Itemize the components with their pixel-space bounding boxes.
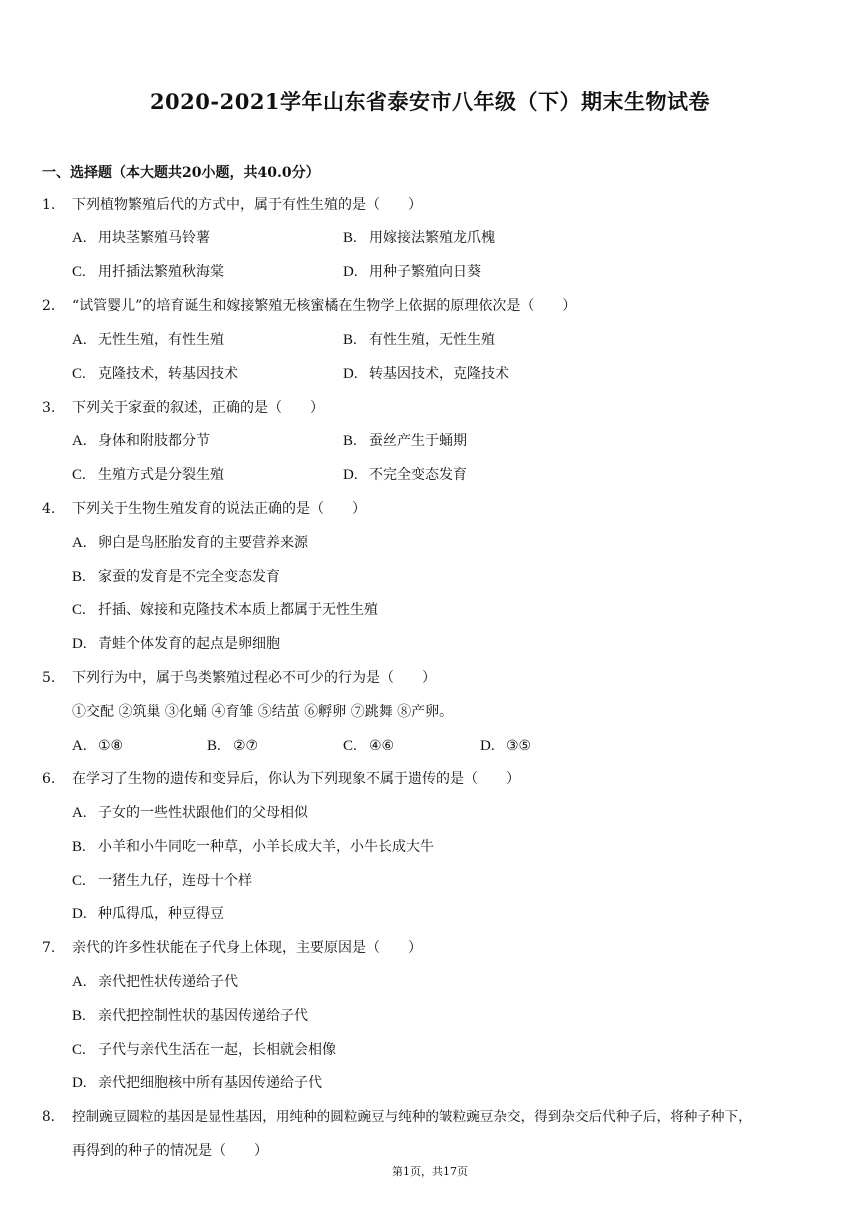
question-5 [42,668,436,688]
option-a: A. 身体和附肢都分节 [72,433,210,449]
option-a: A. 无性生殖，有性生殖 [72,332,224,348]
question-8 [42,1107,832,1127]
question-2 [42,296,576,316]
page-footer: 第1页，共17页 [392,1165,468,1178]
question-stem: 下列关于生物生殖发育的说法正确的是（ ） [72,501,366,517]
option-a: A. 子女的一些性状跟他们的父母相似 [72,805,308,821]
option-b: B. 家蚕的发育是不完全变态发育 [72,569,280,585]
option-a: A. ①⑧ [72,738,124,754]
question-stem: “试管婴儿”的培育诞生和嫁接繁殖无核蜜橘在生物学上依据的原理依次是（ ） [72,298,577,314]
option-b: B. 有性生殖，无性生殖 [343,332,495,348]
option-d: D. 转基因技术，克隆技术 [343,366,509,382]
question-7 [42,938,422,958]
question-stem-continued: 再得到的种子的情况是（ ） [72,1143,268,1159]
option-d: D. 青蛙个体发育的起点是卵细胞 [72,636,280,652]
exam-title: 2020-2021学年山东省泰安市八年级（下）期末生物试卷 [149,89,711,114]
section-heading: 一、选择题（本大题共20小题，共40.0分） [42,165,320,181]
option-d: D. ③⑤ [480,738,532,754]
option-d: D. 亲代把细胞核中所有基因传递给子代 [72,1075,322,1091]
question-stem: 下列植物繁殖后代的方式中，属于有性生殖的是（ ） [72,197,422,213]
question-stem: 下列关于家蚕的叙述，正确的是（ ） [72,400,324,416]
question-number: 1. [42,197,56,213]
question-number: 7. [42,940,56,956]
option-a: A. 用块茎繁殖马铃薯 [72,230,210,246]
option-b: B. 小羊和小牛同吃一种草，小羊长成大羊，小牛长成大牛 [72,839,434,855]
option-d: D. 不完全变态发育 [343,467,467,483]
option-c: C. 扦插、嫁接和克隆技术本质上都属于无性生殖 [72,602,378,618]
question-number: 4. [42,501,56,517]
question-3 [42,398,324,418]
option-c: C. 克隆技术，转基因技术 [72,366,238,382]
question-number: 3. [42,400,56,416]
question-stem: 下列行为中，属于鸟类繁殖过程必不可少的行为是（ ） [72,670,436,686]
option-d: D. 种瓜得瓜，种豆得豆 [72,906,224,922]
question-number: 5. [42,670,56,686]
question-4 [42,499,366,519]
option-c: C. 子代与亲代生活在一起，长相就会相像 [72,1042,336,1058]
question-stem: 亲代的许多性状能在子代身上体现，主要原因是（ ） [72,940,422,956]
question-6 [42,769,520,789]
question-stem: 控制豌豆圆粒的基因是显性基因，用纯种的圆粒豌豆与纯种的皱粒豌豆杂交，得到杂交后代种子后，将种子种下， [72,1109,752,1125]
option-a: A. 亲代把性状传递给子代 [72,974,238,990]
option-b: B. 蚕丝产生于蛹期 [343,433,467,449]
question-number: 8. [42,1109,55,1125]
option-c: C. ④⑥ [343,738,395,754]
option-b: B. 用嫁接法繁殖龙爪槐 [343,230,495,246]
option-c: C. 生殖方式是分裂生殖 [72,467,224,483]
option-d: D. 用种子繁殖向日葵 [343,264,481,280]
option-a: A. 卵白是鸟胚胎发育的主要营养来源 [72,535,308,551]
option-c: C. 用扦插法繁殖秋海棠 [72,264,224,280]
option-b: B. 亲代把控制性状的基因传递给子代 [72,1008,308,1024]
question-1 [42,195,422,215]
question-number: 6. [42,771,56,787]
question-number: 2. [42,298,56,314]
option-b: B. ②⑦ [207,738,259,754]
question-5-items: ①交配 ②筑巢 ③化蛹 ④育雏 ⑤结茧 ⑥孵卵 ⑦跳舞 ⑧产卵。 [72,704,454,720]
question-stem: 在学习了生物的遗传和变异后，你认为下列现象不属于遗传的是（ ） [72,771,520,787]
option-c: C. 一猪生九仔，连母十个样 [72,873,252,889]
